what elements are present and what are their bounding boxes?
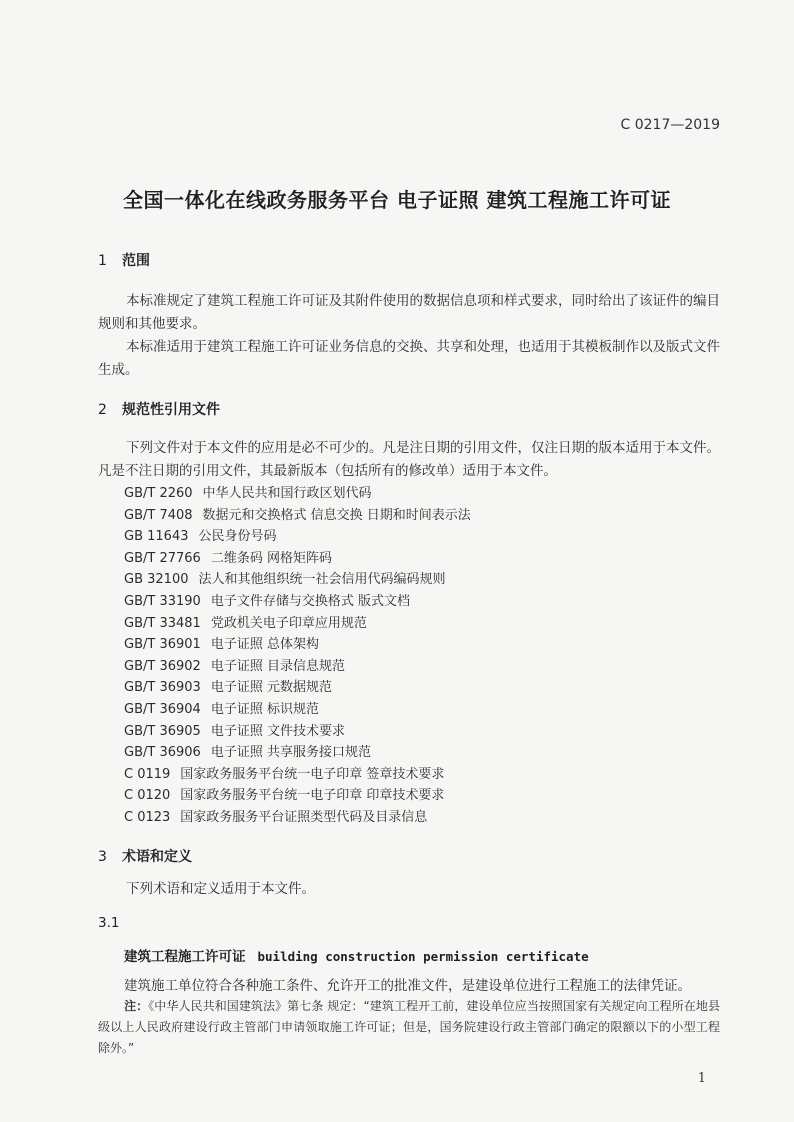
scope-text-1: 本标准规定了建筑工程施工许可证及其附件使用的数据信息项和样式要求，同时给出了该证件的编目规则和其他要求。 <box>98 293 720 332</box>
reference-item <box>124 656 471 678</box>
reference-code: GB 32100 <box>124 572 189 588</box>
reference-title: 法人和其他组织统一社会信用代码编码规则 <box>198 572 446 588</box>
reference-code: GB/T 33481 <box>124 615 201 631</box>
scope-text-2: 本标准适用于建筑工程施工许可证业务信息的交换、共享和处理，也适用于其模板制作以及版式文件生成。 <box>98 339 720 378</box>
reference-item <box>124 483 471 505</box>
term-entry <box>124 945 589 965</box>
reference-title: 电子证照 目录信息规范 <box>210 658 345 674</box>
reference-item <box>124 548 471 570</box>
reference-code: GB/T 33190 <box>124 593 201 609</box>
section-title: 术语和定义 <box>122 849 192 865</box>
reference-title: 电子证照 标识规范 <box>210 701 319 717</box>
reference-title: 二维条码 网格矩阵码 <box>210 550 332 566</box>
reference-title: 电子证照 文件技术要求 <box>210 723 345 739</box>
reference-code: GB/T 36902 <box>124 658 201 674</box>
subclause-number: 3.1 <box>98 915 120 931</box>
reference-title: 国家政务服务平台统一电子印章 印章技术要求 <box>180 788 445 804</box>
reference-item <box>124 699 471 721</box>
section-title: 范围 <box>122 253 150 269</box>
reference-item <box>124 742 471 764</box>
section-number: 3 <box>98 849 107 865</box>
reference-title: 公民身份号码 <box>198 529 277 545</box>
reference-code: C 0119 <box>124 766 171 782</box>
reference-item <box>124 721 471 743</box>
normative-intro-text: 下列文件对于本文件的应用是必不可少的。凡是注日期的引用文件，仅注日期的版本适用于本文件。凡是不注日期的引用文件，其最新版本（包括所有的修改单）适用于本文件。 <box>98 440 720 479</box>
scope-paragraph-1 <box>98 290 720 336</box>
reference-title: 国家政务服务平台统一电子印章 签章技术要求 <box>180 766 445 782</box>
reference-code: GB/T 36903 <box>124 680 201 696</box>
reference-code: GB/T 36904 <box>124 701 201 717</box>
term-definition: 建筑施工单位符合各种施工条件、允许开工的批准文件，是建设单位进行工程施工的法律凭证。 <box>124 978 691 994</box>
doc-code: C 0217—2019 <box>620 117 720 133</box>
reference-code: GB 11643 <box>124 529 189 545</box>
note-label: 注： <box>124 999 149 1013</box>
reference-list <box>124 483 471 829</box>
reference-code: GB/T 36906 <box>124 745 201 761</box>
reference-item <box>124 613 471 635</box>
reference-title: 电子证照 总体架构 <box>210 637 319 653</box>
terms-intro-text: 下列术语和定义适用于本文件。 <box>126 881 315 897</box>
reference-item <box>124 634 471 656</box>
reference-code: C 0123 <box>124 809 171 825</box>
reference-item <box>124 764 471 786</box>
section-number: 1 <box>98 253 107 269</box>
section-3-heading <box>98 846 192 866</box>
reference-title: 电子证照 共享服务接口规范 <box>210 745 371 761</box>
reference-code: GB/T 36901 <box>124 637 201 653</box>
term-english: building construction permission certificate <box>257 949 589 964</box>
reference-title: 电子证照 元数据规范 <box>210 680 332 696</box>
reference-item <box>124 569 471 591</box>
reference-item <box>124 807 471 829</box>
term-chinese: 建筑工程施工许可证 <box>124 949 246 965</box>
reference-code: C 0120 <box>124 788 171 804</box>
terms-intro <box>98 878 720 901</box>
reference-title: 中华人民共和国行政区划代码 <box>202 486 372 501</box>
reference-title: 电子文件存储与交换格式 版式文档 <box>210 593 410 609</box>
normative-intro <box>98 437 720 483</box>
reference-code: GB/T 27766 <box>124 550 201 566</box>
section-title: 规范性引用文件 <box>122 402 220 418</box>
section-1-heading <box>98 250 150 270</box>
reference-code: GB/T 7408 <box>124 507 193 523</box>
reference-code: GB/T 2260 <box>124 486 193 501</box>
reference-item <box>124 505 471 527</box>
reference-title: 数据元和交换格式 信息交换 日期和时间表示法 <box>202 507 471 523</box>
section-2-heading <box>98 399 220 419</box>
term-note <box>98 996 720 1059</box>
section-number: 2 <box>98 402 107 418</box>
scope-paragraph-2 <box>98 336 720 382</box>
reference-item <box>124 677 471 699</box>
reference-title: 国家政务服务平台证照类型代码及目录信息 <box>180 809 428 825</box>
note-text: 《中华人民共和国建筑法》第七条 规定：“建筑工程开工前，建设单位应当按照国家有关规定向工程所在地县级以上人民政府建设行政主管部门申请领取施工许可证；但是，国务院建设行政主管部门确定的限额以下的小型工程除外。” <box>98 999 720 1055</box>
reference-item <box>124 785 471 807</box>
reference-item <box>124 591 471 613</box>
page-title: 全国一体化在线政务服务平台 电子证照 建筑工程施工许可证 <box>123 188 671 212</box>
reference-item <box>124 526 471 548</box>
reference-code: GB/T 36905 <box>124 723 201 739</box>
page-number: 1 <box>697 1071 706 1086</box>
reference-title: 党政机关电子印章应用规范 <box>210 615 367 631</box>
